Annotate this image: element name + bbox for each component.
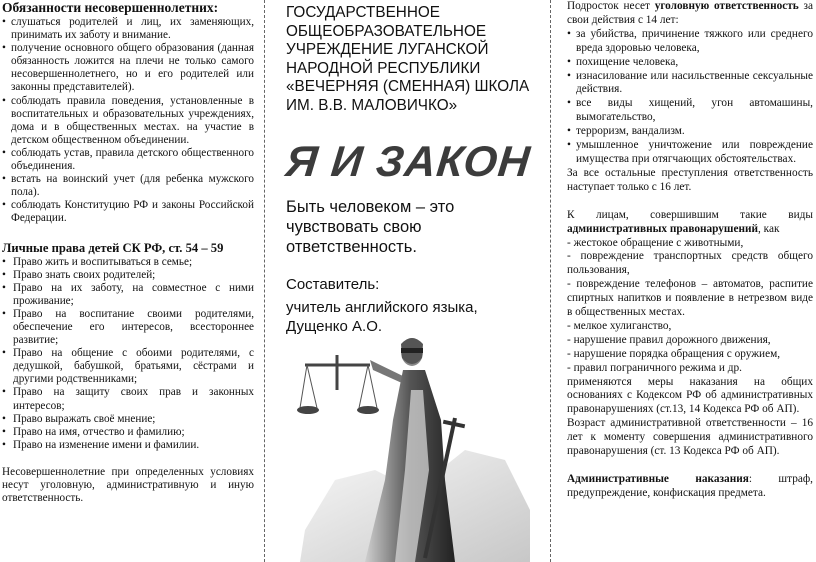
- list-item: • Право знать своих родителей;: [2, 269, 254, 282]
- responsibility-note: Несовершеннолетние при определенных условиях несут уголовную, административную и иную ответственность.: [2, 465, 254, 505]
- admin-age: Возраст административной ответственности – 16 лет к моменту совершения административного правонарушения (ст. 13 Кодекса РФ об АП).: [567, 417, 813, 458]
- list-item: • соблюдать устав, правила детского общественного объединения.: [2, 147, 254, 173]
- penalties: [567, 473, 813, 501]
- rights-title: Личные права детей СК РФ, ст. 54 – 59: [2, 240, 224, 255]
- age-16-note: За все остальные преступления ответственность наступает только с 16 лет.: [567, 166, 813, 193]
- list-item: • Право на защиту своих прав и законных интересов;: [2, 386, 254, 412]
- rights-list: [2, 256, 254, 452]
- list-item: • Право на изменение имени и фамилии.: [2, 439, 254, 452]
- intro-emphasis: уголовную ответственность: [654, 0, 799, 12]
- admin-item: - правил пограничного режима и др.: [567, 361, 742, 374]
- list-item: • слушаться родителей и лиц, их заменяющих, принимать их заботу и внимание.: [2, 16, 254, 42]
- fold-line: [550, 0, 551, 562]
- fold-line: [264, 0, 265, 562]
- list-item: • соблюдать правила поведения, установленные в воспитательных и образовательных учреждениях, дома и в общественных местах. на участие в детском общественном объединении.: [2, 95, 254, 147]
- list-item: • похищение человека,: [567, 56, 813, 70]
- list-item: • Право на имя, отчество и фамилию;: [2, 426, 254, 439]
- motto: Быть человеком – это чувствовать свою ответственность.: [286, 198, 455, 256]
- list-item: • Право на воспитание своими родителями, обеспечение его интересов, всестороннее развитие;: [2, 308, 254, 347]
- right-panel: [555, 0, 816, 562]
- penalties-text: : штраф, предупреждение, конфискация предмета.: [567, 473, 813, 499]
- admin-item: - нарушение правил дорожного движения,: [567, 333, 771, 346]
- criminal-intro: [567, 0, 813, 28]
- list-item: • умышленное уничтожение или повреждение имущества при отягчающих обстоятельствах.: [567, 139, 813, 167]
- list-item: • терроризм, вандализм.: [567, 125, 813, 139]
- admin-item: - жестокое обращение с животными,: [567, 236, 744, 249]
- left-panel: [0, 0, 262, 562]
- list-item: • Право на общение с обоими родителями, с дедушкой, бабушкой, братьями, сёстрами и другими родственниками;: [2, 347, 254, 386]
- admin-item: - мелкое хулиганство,: [567, 319, 672, 332]
- compiler-name: учитель английского языка, Дущенко А.О.: [286, 299, 478, 335]
- admin-intro: [567, 209, 813, 237]
- list-item: • получение основного общего образования (данная обязанность ложится на плечи не только самого несовершеннолетнего, но и его родителей или законны представителей).: [2, 42, 254, 94]
- list-item: • встать на воинский учет (для ребенка мужского пола).: [2, 173, 254, 199]
- admin-item: - повреждение транспортных средств общего пользования,: [567, 250, 813, 277]
- list-item: • за убийства, причинение тяжкого или среднего вреда здоровью человека,: [567, 28, 813, 56]
- list-item: • Право жить и воспитываться в семье;: [2, 256, 254, 269]
- admin-intro-text: К лицам, совершившим такие виды: [567, 208, 813, 221]
- intro-text: Подросток несет: [567, 0, 655, 12]
- intro-text-end: за свои действия с 14 лет:: [567, 0, 813, 26]
- list-item: • Право выражать своё мнение;: [2, 413, 254, 426]
- list-item: • изнасилование или насильственные сексуальные действия.: [567, 70, 813, 98]
- compiler-label: Составитель:: [286, 276, 380, 293]
- list-item: • соблюдать Конституцию РФ и законы Российской Федерации.: [2, 199, 254, 225]
- duties-list: [2, 16, 254, 226]
- crimes-list: [567, 28, 813, 167]
- admin-item: - нарушение порядка обращения с оружием,: [567, 347, 781, 360]
- penalties-label: Административные наказания: [567, 473, 749, 485]
- list-item: • Право на их заботу, на совместное с ними проживание;: [2, 282, 254, 308]
- admin-intro-emphasis: административных правонарушений: [567, 222, 759, 235]
- admin-item: - повреждение телефонов – автоматов, распитие спиртных напитков и появление в нетрезвом виде в общественных местах.: [567, 278, 813, 319]
- list-item: • все виды хищений, угон автомашины, вымогательство,: [567, 97, 813, 125]
- school-name: ГОСУДАРСТВЕННОЕ ОБЩЕОБРАЗОВАТЕЛЬНОЕ УЧРЕЖДЕНИЕ ЛУГАНСКОЙ НАРОДНОЙ РЕСПУБЛИКИ «ВЕЧЕРНЯЯ (СМЕННАЯ) ШКОЛА ИМ. В.В. МАЛОВИЧКО»: [286, 4, 530, 114]
- admin-measures: применяются меры наказания на общих основаниях с Кодексом РФ об административных правонарушениях (ст.13, 14 Кодекса РФ об АП).: [567, 375, 813, 416]
- duties-title: Обязанности несовершеннолетних:: [2, 0, 219, 15]
- admin-intro-end: , как: [758, 222, 780, 235]
- brochure-logo: Я И ЗАКОН: [283, 138, 533, 186]
- themis-statue-image: [295, 330, 535, 562]
